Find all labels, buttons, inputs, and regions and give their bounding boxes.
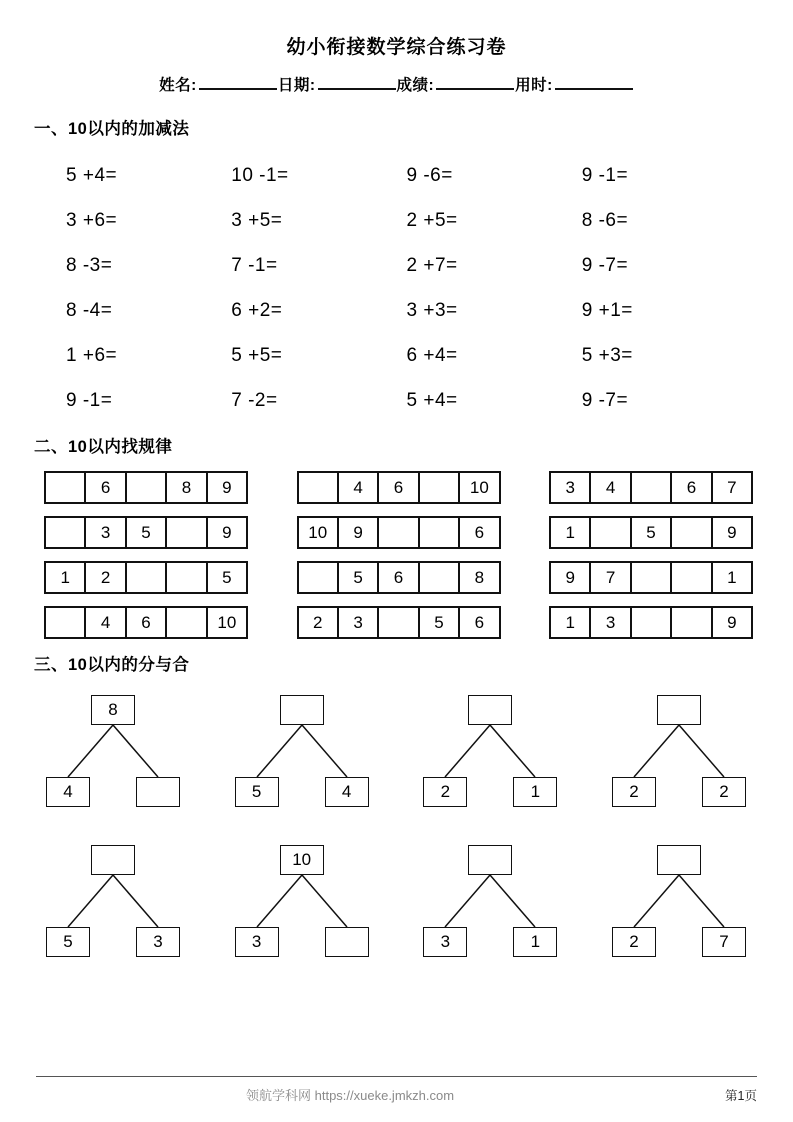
sequence-table	[44, 516, 248, 549]
sequence-cell[interactable]	[420, 473, 460, 502]
meta-label-score: 成绩:	[396, 77, 435, 94]
arithmetic-problem: 9 -7=	[581, 389, 629, 411]
arithmetic-problem: 9 -7=	[581, 254, 629, 276]
sequence-cell[interactable]: 4	[591, 473, 631, 502]
sequence-cell[interactable]: 10	[299, 518, 339, 547]
sequence-table	[297, 516, 501, 549]
number-bond-part-left[interactable]: 5	[235, 777, 279, 807]
sequence-cell[interactable]: 4	[86, 608, 126, 637]
number-bond	[215, 691, 390, 819]
sequence-cell[interactable]: 7	[591, 563, 631, 592]
arithmetic-problems	[0, 153, 793, 423]
sequence-cell[interactable]: 8	[460, 563, 500, 592]
sequence-table	[297, 561, 501, 594]
number-bond-row	[26, 691, 767, 819]
sequence-row	[44, 561, 753, 594]
sequence-grids	[0, 471, 793, 639]
arithmetic-problem: 9 -1=	[66, 389, 113, 411]
number-bond	[403, 691, 578, 819]
meta-label-time: 用时:	[515, 77, 553, 94]
sequence-cell[interactable]	[632, 563, 672, 592]
arithmetic-problem: 8 -3=	[66, 254, 113, 276]
sequence-cell[interactable]: 6	[86, 473, 126, 502]
number-bond-part-left[interactable]: 5	[46, 927, 90, 957]
sequence-cell[interactable]	[672, 608, 712, 637]
sequence-cell[interactable]	[46, 608, 86, 637]
sequence-cell[interactable]: 5	[632, 518, 672, 547]
number-bond-whole[interactable]: 10	[280, 845, 324, 875]
meta-blank-name[interactable]	[199, 87, 277, 90]
meta-field-date	[278, 73, 397, 95]
number-bond-part-right[interactable]	[136, 777, 180, 807]
page-footer	[36, 1076, 757, 1104]
sequence-cell[interactable]: 2	[299, 608, 339, 637]
number-bond-whole[interactable]	[468, 695, 512, 725]
sequence-cell[interactable]	[420, 563, 460, 592]
number-bond-whole[interactable]	[91, 845, 135, 875]
sequence-table	[297, 606, 501, 639]
sequence-cell[interactable]: 9	[208, 473, 248, 502]
meta-blank-time[interactable]	[555, 87, 633, 90]
sequence-cell[interactable]: 5	[420, 608, 460, 637]
number-bond-whole[interactable]	[657, 695, 701, 725]
number-bond-part-right[interactable]: 2	[702, 777, 746, 807]
sequence-cell[interactable]: 9	[208, 518, 248, 547]
sequence-cell[interactable]	[127, 473, 167, 502]
footer-content	[36, 1085, 757, 1104]
footer-watermark: 领航学科网 https://xueke.jmkzh.com	[246, 1088, 455, 1103]
meta-field-score	[397, 73, 516, 95]
sequence-table	[44, 606, 248, 639]
arithmetic-problem: 10 -1=	[231, 164, 289, 186]
number-bond	[215, 841, 390, 969]
sequence-cell[interactable]: 9	[551, 563, 591, 592]
section-heading-decompose-compose: 三、10以内的分与合	[34, 656, 190, 674]
number-bond	[592, 691, 767, 819]
arithmetic-problem: 9 -1=	[581, 164, 629, 186]
sequence-cell[interactable]	[591, 518, 631, 547]
meta-info-row	[0, 73, 793, 95]
sequence-cell[interactable]	[672, 563, 712, 592]
page-title: 幼小衔接数学综合练习卷	[286, 37, 507, 58]
arithmetic-problem: 8 -6=	[581, 209, 629, 231]
number-bond-part-left[interactable]: 2	[612, 927, 656, 957]
number-bond-part-right[interactable]: 3	[136, 927, 180, 957]
number-bond-part-left[interactable]: 3	[235, 927, 279, 957]
sequence-cell[interactable]	[46, 473, 86, 502]
sequence-table	[44, 471, 248, 504]
sequence-cell[interactable]	[299, 563, 339, 592]
number-bond	[26, 841, 201, 969]
sequence-cell[interactable]	[46, 518, 86, 547]
sequence-cell[interactable]: 1	[551, 608, 591, 637]
arithmetic-problem: 5 +4=	[66, 164, 118, 186]
sequence-cell[interactable]	[420, 518, 460, 547]
sequence-cell[interactable]: 2	[86, 563, 126, 592]
sequence-row	[44, 516, 753, 549]
arithmetic-problem: 9 -6=	[406, 164, 453, 186]
meta-field-time	[515, 73, 634, 95]
sequence-cell[interactable]: 9	[339, 518, 379, 547]
meta-blank-date[interactable]	[318, 87, 396, 90]
sequence-table	[549, 516, 753, 549]
section-heading-addition-subtraction: 一、10以内的加减法	[34, 120, 190, 138]
sequence-cell[interactable]	[127, 563, 167, 592]
page-number: 第1页	[725, 1089, 757, 1103]
sequence-cell[interactable]: 1	[713, 563, 753, 592]
arithmetic-column	[407, 153, 582, 423]
number-bond-part-right[interactable]: 4	[325, 777, 369, 807]
sequence-cell[interactable]: 6	[460, 518, 500, 547]
arithmetic-problem: 5 +4=	[406, 389, 458, 411]
sequence-table	[549, 606, 753, 639]
arithmetic-problem: 7 -2=	[231, 389, 278, 411]
sequence-cell[interactable]: 3	[591, 608, 631, 637]
sequence-table	[549, 471, 753, 504]
sequence-cell[interactable]: 10	[208, 608, 248, 637]
sequence-cell[interactable]: 3	[86, 518, 126, 547]
sequence-table	[549, 561, 753, 594]
sequence-cell[interactable]: 9	[713, 518, 753, 547]
arithmetic-problem: 6 +4=	[406, 344, 458, 366]
meta-label-name: 姓名:	[159, 77, 197, 94]
sequence-cell[interactable]: 6	[379, 473, 419, 502]
number-bond	[403, 841, 578, 969]
sequence-cell[interactable]	[379, 608, 419, 637]
sequence-cell[interactable]: 6	[460, 608, 500, 637]
sequence-table	[44, 561, 248, 594]
sequence-row	[44, 606, 753, 639]
sequence-cell[interactable]: 5	[208, 563, 248, 592]
sequence-cell[interactable]: 6	[127, 608, 167, 637]
sequence-table	[297, 471, 501, 504]
arithmetic-problem: 5 +3=	[581, 344, 633, 366]
sequence-cell[interactable]: 7	[713, 473, 753, 502]
sequence-cell[interactable]: 5	[339, 563, 379, 592]
arithmetic-problem: 5 +5=	[231, 344, 283, 366]
number-bond-whole[interactable]: 8	[91, 695, 135, 725]
sequence-cell[interactable]: 10	[460, 473, 500, 502]
number-bond-whole[interactable]	[657, 845, 701, 875]
sequence-cell[interactable]	[379, 518, 419, 547]
footer-divider	[36, 1076, 757, 1077]
sequence-cell[interactable]	[167, 518, 207, 547]
section-heading-find-pattern: 二、10以内找规律	[34, 438, 173, 456]
sequence-cell[interactable]	[167, 608, 207, 637]
arithmetic-problem: 7 -1=	[231, 254, 278, 276]
meta-blank-score[interactable]	[436, 87, 514, 90]
number-bond	[26, 691, 201, 819]
number-bond-part-left[interactable]: 4	[46, 777, 90, 807]
arithmetic-problem: 9 +1=	[581, 299, 633, 321]
sequence-cell[interactable]	[299, 473, 339, 502]
arithmetic-problem: 3 +6=	[66, 209, 118, 231]
sequence-cell[interactable]: 6	[672, 473, 712, 502]
number-bond-part-right[interactable]: 7	[702, 927, 746, 957]
sequence-cell[interactable]: 4	[339, 473, 379, 502]
arithmetic-column	[231, 153, 406, 423]
sequence-cell[interactable]: 5	[127, 518, 167, 547]
number-bond-whole[interactable]	[468, 845, 512, 875]
number-bond-diagrams	[0, 691, 793, 969]
meta-label-date: 日期:	[277, 77, 316, 94]
sequence-cell[interactable]: 3	[339, 608, 379, 637]
arithmetic-problem: 3 +3=	[406, 299, 458, 321]
number-bond-row	[26, 841, 767, 969]
sequence-row	[44, 471, 753, 504]
arithmetic-problem: 3 +5=	[231, 209, 283, 231]
number-bond-part-right[interactable]	[325, 927, 369, 957]
arithmetic-problem: 6 +2=	[231, 299, 283, 321]
arithmetic-problem: 2 +5=	[406, 209, 458, 231]
arithmetic-problem: 1 +6=	[66, 344, 118, 366]
sequence-cell[interactable]	[167, 563, 207, 592]
arithmetic-problem: 2 +7=	[406, 254, 458, 276]
number-bond-part-left[interactable]: 2	[612, 777, 656, 807]
number-bond-part-left[interactable]: 3	[423, 927, 467, 957]
sequence-cell[interactable]: 1	[551, 518, 591, 547]
sequence-cell[interactable]	[672, 518, 712, 547]
number-bond-part-left[interactable]: 2	[423, 777, 467, 807]
arithmetic-column	[56, 153, 231, 423]
sequence-cell[interactable]: 6	[379, 563, 419, 592]
number-bond	[592, 841, 767, 969]
sequence-cell[interactable]	[632, 473, 672, 502]
number-bond-whole[interactable]	[280, 695, 324, 725]
arithmetic-problem: 8 -4=	[66, 299, 113, 321]
sequence-cell[interactable]: 1	[46, 563, 86, 592]
sequence-cell[interactable]	[632, 608, 672, 637]
number-bond-part-right[interactable]: 1	[513, 777, 557, 807]
arithmetic-column	[582, 153, 757, 423]
number-bond-part-right[interactable]: 1	[513, 927, 557, 957]
meta-field-name	[159, 73, 278, 95]
sequence-cell[interactable]: 3	[551, 473, 591, 502]
sequence-cell[interactable]: 9	[713, 608, 753, 637]
sequence-cell[interactable]: 8	[167, 473, 207, 502]
